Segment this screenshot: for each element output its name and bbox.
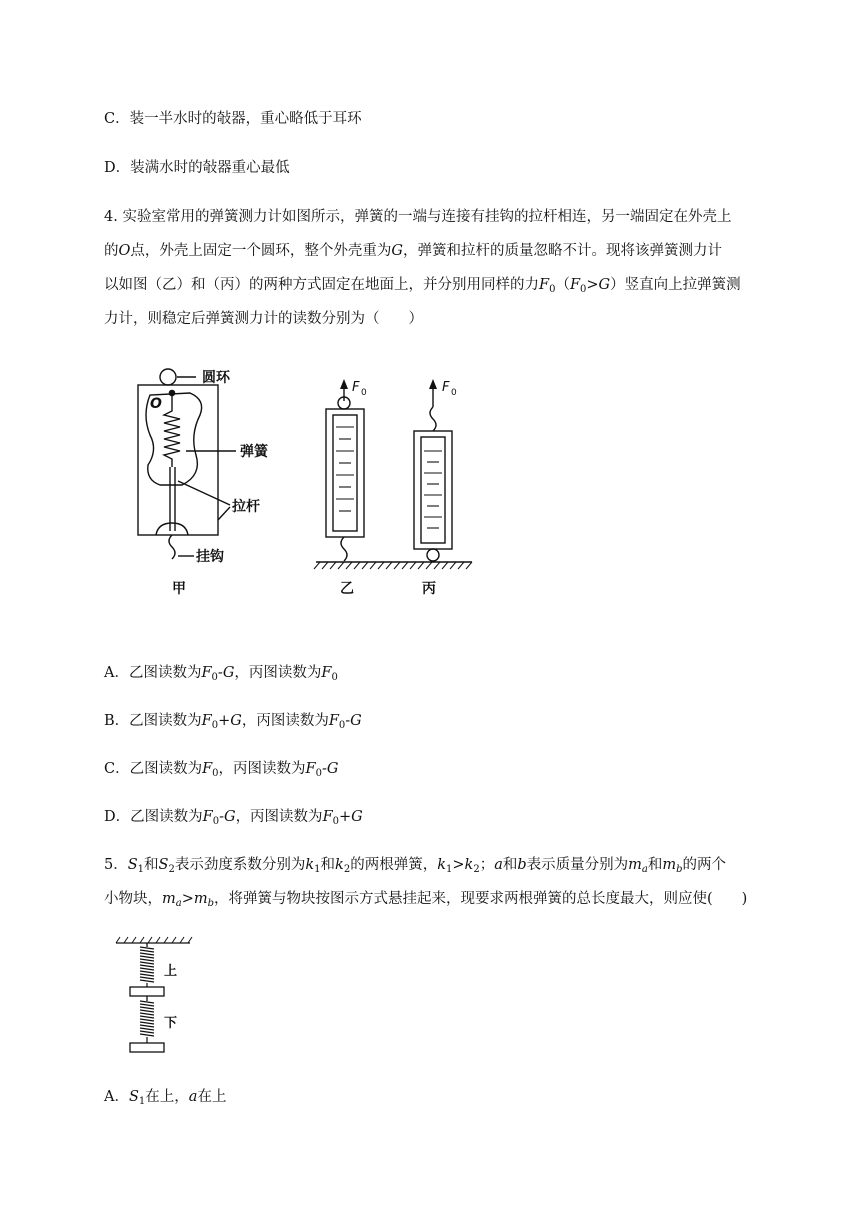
var: m (662, 857, 677, 873)
q5-option-a (104, 1087, 226, 1107)
text: 以如图（乙）和（丙）的两种方式固定在地面上，并分别用同样的力 (104, 277, 539, 293)
sub: 0 (211, 672, 218, 683)
ground-hatching (314, 562, 472, 569)
var: m (193, 891, 208, 907)
var: G (598, 277, 611, 293)
var: b (517, 857, 527, 873)
var: k (437, 857, 446, 873)
sub: a (175, 898, 182, 909)
q4-option-c (104, 759, 338, 779)
jia-hook (169, 535, 175, 559)
text: 在上， (145, 1089, 189, 1105)
option-label: A． (104, 1089, 129, 1105)
q4-option-b (104, 711, 362, 731)
text: 的两个 (682, 857, 727, 873)
sub: 0 (332, 816, 339, 827)
question-number: 5． (104, 857, 128, 873)
var: k (335, 857, 344, 873)
q5-figure (110, 935, 210, 1060)
lower-label: 下 (164, 1016, 178, 1031)
var: S (128, 1089, 139, 1105)
bing-scale (421, 437, 445, 543)
var: -G (217, 665, 235, 681)
text: ，丙图读数为 (218, 761, 306, 777)
yi-housing (326, 409, 364, 537)
sub: 2 (343, 864, 351, 875)
option-d (104, 158, 290, 178)
var: F (201, 713, 212, 729)
sub: 0 (315, 768, 322, 779)
var: F (202, 761, 213, 777)
option-label: D． (104, 160, 131, 176)
leader-rod-2 (218, 507, 230, 520)
sub: 0 (580, 284, 587, 295)
leader-rod-1 (178, 481, 230, 505)
text: ，丙图读数为 (241, 713, 329, 729)
var: -G (321, 761, 339, 777)
text: 乙图读数为 (130, 809, 203, 825)
text: 的 (104, 243, 119, 259)
text: 和 (502, 857, 518, 873)
var: S (127, 857, 138, 873)
sub: 0 (212, 768, 219, 779)
jia-o-point (169, 390, 174, 395)
text: ，丙图读数为 (235, 809, 323, 825)
var: +G (339, 809, 363, 825)
var: F (201, 665, 212, 681)
var: a (188, 1089, 198, 1105)
q4-line-3 (104, 275, 741, 295)
sub: a (641, 864, 648, 875)
spring-lower (140, 1001, 154, 1043)
bing-ring (427, 549, 439, 561)
rod-label: 拉杆 (232, 499, 260, 515)
q4-option-d (104, 807, 363, 827)
bing-force-sub: 0 (451, 388, 457, 398)
var: m (162, 891, 176, 907)
var: k (305, 857, 315, 873)
q4-line-2 (104, 241, 722, 261)
yi-scale (333, 415, 357, 531)
q4-option-a (104, 663, 338, 683)
yi-hook (341, 537, 347, 561)
text: ，丙图读数为 (234, 665, 322, 681)
sub: 1 (314, 864, 321, 875)
q4-figure (120, 355, 480, 605)
spring-upper (140, 947, 154, 987)
sub: 0 (212, 816, 220, 827)
bing-force-label: F (442, 380, 450, 395)
sub: 1 (138, 1096, 146, 1107)
var: G (391, 243, 403, 259)
q5-line-2 (104, 889, 747, 909)
block-lower (130, 1043, 164, 1052)
q5-line-1 (104, 855, 726, 875)
ring-label: 圆环 (202, 370, 230, 386)
option-text: 装满水时的敧器重心最低 (130, 160, 290, 176)
text: > (586, 277, 599, 293)
jia-spring (164, 396, 180, 467)
var: F (322, 809, 333, 825)
yi-label: 乙 (340, 581, 354, 597)
text: （ (555, 277, 570, 293)
sub: b (676, 864, 683, 875)
var: F (305, 761, 316, 777)
text: ； (479, 857, 495, 873)
var: F (328, 713, 339, 729)
option-label: A． (104, 665, 129, 681)
text: 和 (144, 857, 159, 873)
hook-label: 挂钩 (196, 549, 224, 565)
question-number: 4. (104, 209, 118, 225)
var: k (464, 857, 474, 873)
text: 点，外壳上固定一个圆环，整个外壳重为 (130, 243, 392, 259)
var: F (202, 809, 213, 825)
block-upper (130, 987, 164, 996)
bing-ticks (424, 451, 442, 528)
jia-bottom-knob (156, 523, 188, 535)
text: 表示劲度系数分别为 (174, 857, 306, 873)
var: -G (219, 809, 236, 825)
text: 乙图读数为 (129, 713, 202, 729)
text: > (181, 891, 194, 907)
sub: 0 (331, 672, 338, 683)
text: 表示质量分别为 (526, 857, 629, 873)
text: 小物块， (104, 891, 162, 907)
var: -G (345, 713, 362, 729)
sub: 2 (168, 864, 175, 875)
sub: 0 (338, 720, 346, 731)
jia-ring (160, 369, 176, 385)
q4-line-4 (104, 309, 423, 329)
option-label: C． (104, 761, 130, 777)
var: F (321, 665, 332, 681)
text: 和 (320, 857, 336, 873)
option-text: 装一半水时的敧器，重心略低于耳环 (129, 111, 362, 127)
var: S (158, 857, 169, 873)
sub: 2 (473, 864, 480, 875)
question-text: 实验室常用的弹簧测力计如图所示，弹簧的一端与连接有挂钩的拉杆相连，另一端固定在外壳上 (122, 209, 732, 225)
var: +G (218, 713, 242, 729)
var: a (494, 857, 503, 873)
sub: 1 (446, 864, 453, 875)
bing-label: 丙 (422, 581, 436, 597)
var: m (628, 857, 642, 873)
option-label: B． (104, 713, 130, 729)
text: ）竖直向上拉弹簧测 (610, 277, 741, 293)
var: F (569, 277, 580, 293)
text: ，弹簧和拉杆的质量忽略不计。现将该弹簧测力计 (402, 243, 722, 259)
option-label: C． (104, 111, 130, 127)
bing-hook (430, 407, 436, 431)
yi-force-label: F (352, 380, 360, 395)
text: 和 (647, 857, 663, 873)
text: 乙图读数为 (129, 761, 203, 777)
q4-line-1 (104, 207, 731, 227)
text: 乙图读数为 (128, 665, 202, 681)
text: 在上 (197, 1089, 227, 1105)
o-label: O (150, 396, 162, 412)
option-label: D． (104, 809, 131, 825)
text: 力计，则稳定后弹簧测力计的读数分别为（ ） (104, 311, 423, 327)
ceiling-hatching (116, 937, 192, 943)
sub: b (207, 898, 215, 909)
text: > (452, 857, 465, 873)
jia-label: 甲 (172, 581, 186, 597)
yi-ticks (336, 427, 354, 511)
bing-housing (414, 431, 452, 549)
var: O (118, 243, 131, 259)
sub: 0 (211, 720, 219, 731)
option-c (104, 109, 362, 129)
text: 的两根弹簧， (350, 857, 438, 873)
yi-force-sub: 0 (361, 388, 367, 398)
upper-label: 上 (164, 964, 178, 979)
yi-force-arrow (340, 379, 348, 389)
text: ，将弹簧与物块按图示方式悬挂起来，现要求两根弹簧的总长度最大，则应使( ) (214, 891, 748, 907)
var: F (539, 277, 550, 293)
sub: 0 (549, 284, 556, 295)
spring-label: 弹簧 (240, 444, 268, 460)
sub: 1 (137, 864, 145, 875)
bing-force-arrow (429, 379, 437, 389)
